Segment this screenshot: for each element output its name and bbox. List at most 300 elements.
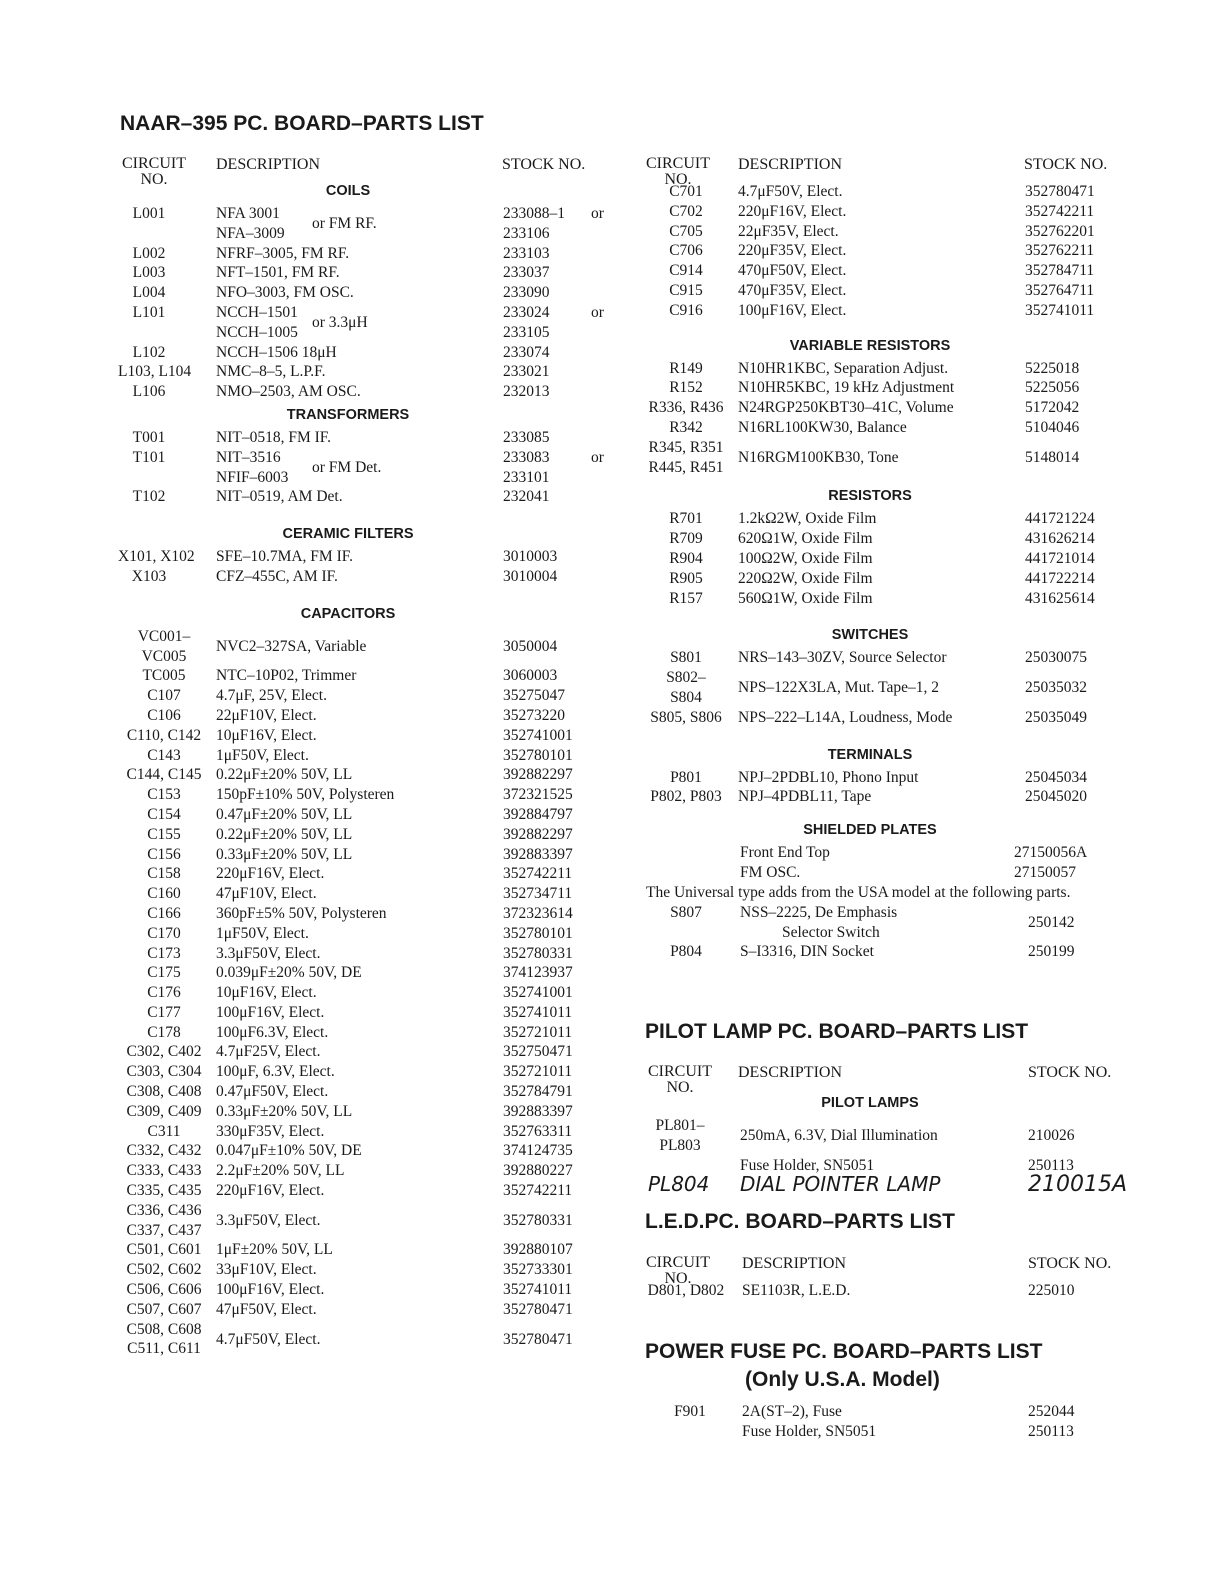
table-row — [640, 202, 1160, 222]
pilot-circuit-header: CIRCUIT NO. — [648, 1063, 712, 1096]
circuit-no: L002 — [132, 244, 166, 262]
description: 0.22μF±20% 50V, LL — [216, 825, 353, 843]
circuit-no: R345, R351 R445, R451 — [648, 438, 724, 476]
stock-no: 352750471 — [503, 1043, 573, 1061]
description: NMC–8–5, L.P.F. — [216, 363, 326, 381]
table-row — [640, 359, 1160, 379]
circuit-no: C106 — [147, 706, 181, 724]
description: SE1103R, L.E.D. — [742, 1282, 851, 1299]
left-column — [118, 156, 618, 1359]
section-coils: COILS — [325, 183, 371, 199]
circuit-no: VC001– VC005 — [137, 627, 191, 665]
table-row — [118, 204, 618, 244]
description: 3.3μF50V, Elect. — [216, 1211, 321, 1229]
table-row — [640, 1116, 1160, 1156]
table-row — [118, 944, 618, 964]
description: 0.33μF±20% 50V, LL — [216, 845, 353, 863]
table-row — [118, 362, 618, 382]
stock-no: 352780471 — [503, 1300, 573, 1318]
table-row — [640, 863, 1160, 883]
stock-no: 250199 — [1028, 943, 1075, 961]
fuse-title: POWER FUSE PC. BOARD–PARTS LIST — [645, 1340, 1043, 1363]
circuit-no: X103 — [131, 567, 167, 585]
circuit-no: R701 — [669, 510, 703, 528]
stock-no: 233103 — [503, 244, 550, 262]
table-row — [640, 648, 1160, 668]
table-row — [640, 903, 1160, 943]
stock-no: 352780101 — [503, 746, 573, 764]
stock-no: 392883397 — [503, 1102, 573, 1120]
circuit-no: C154 — [147, 805, 181, 823]
stock-no: 352762211 — [1025, 242, 1095, 260]
led-header — [640, 1254, 1160, 1287]
table-row — [118, 963, 618, 983]
circuit-no: S805, S806 — [650, 708, 722, 726]
table-row — [640, 182, 1160, 202]
circuit-no: C915 — [669, 281, 703, 299]
table-row — [118, 1181, 618, 1201]
table-row — [118, 1023, 618, 1043]
table-row — [118, 1240, 618, 1260]
description: NMO–2503, AM OSC. — [216, 383, 361, 401]
table-row — [118, 884, 618, 904]
table-row — [640, 509, 1160, 529]
description: NSS–2225, De Emphasis Selector Switch — [740, 903, 898, 941]
description: NVC2–327SA, Variable — [216, 637, 367, 655]
section-terminals: TERMINALS — [827, 746, 913, 763]
description: 3.3μF50V, Elect. — [216, 944, 321, 962]
description-header-right: DESCRIPTION — [738, 156, 843, 173]
stock-no: 25045020 — [1025, 788, 1087, 806]
circuit-no: C302, C402 — [126, 1043, 202, 1061]
handwritten-circuit: PL804 — [648, 1172, 710, 1197]
circuit-no: T102 — [132, 488, 166, 506]
description: 1μF±20% 50V, LL — [216, 1241, 333, 1259]
description: 100μF6.3V, Elect. — [216, 1023, 329, 1041]
stock-no: 441722214 — [1025, 569, 1095, 587]
description: 4.7μF, 25V, Elect. — [216, 687, 327, 705]
stock-no: 35275047 — [503, 687, 565, 705]
table-row — [118, 1062, 618, 1082]
stock-no: 392884797 — [503, 805, 573, 823]
stock-no: 233083 233101 — [503, 448, 550, 486]
circuit-no: C158 — [147, 865, 181, 883]
circuit-no: R905 — [669, 569, 703, 587]
pilot-stock-header: STOCK NO. — [1028, 1064, 1112, 1081]
description: 100μF, 6.3V, Elect. — [216, 1063, 335, 1081]
table-row — [640, 549, 1160, 569]
description: 100μF16V, Elect. — [216, 1003, 325, 1021]
circuit-no: PL801– PL803 — [655, 1117, 705, 1154]
stock-no: 233024 233105 — [503, 303, 550, 341]
table-row — [118, 983, 618, 1003]
stock-no: 392883397 — [503, 845, 573, 863]
table-row — [640, 589, 1160, 609]
table-row — [640, 529, 1160, 549]
stock-no: 25045034 — [1025, 768, 1087, 786]
description: 0.47μF±20% 50V, LL — [216, 805, 353, 823]
table-row — [118, 686, 618, 706]
table-row — [118, 1042, 618, 1062]
stock-no: 431625614 — [1025, 589, 1095, 607]
table-row — [118, 1082, 618, 1102]
stock-no: 441721014 — [1025, 549, 1095, 567]
circuit-no: C110, C142 — [126, 726, 202, 744]
circuit-no: D801, D802 — [647, 1282, 725, 1299]
circuit-no: T001 — [132, 428, 166, 446]
table-row — [640, 241, 1160, 261]
pilot-title: PILOT LAMP PC. BOARD–PARTS LIST — [645, 1020, 1029, 1043]
table-row — [118, 1161, 618, 1181]
stock-no: 27150056A — [1014, 844, 1088, 862]
stock-no: 233088–1 233106 — [503, 205, 565, 242]
description: 4.7μF25V, Elect. — [216, 1043, 321, 1061]
stock-no: 392882297 — [503, 766, 573, 784]
circuit-no: S807 — [670, 903, 702, 921]
description: NTC–10P02, Trimmer — [216, 667, 357, 685]
description: NPS–222–L14A, Loudness, Mode — [738, 708, 953, 726]
description: NCCH–1506 18μH — [216, 343, 337, 361]
stock-no: 225010 — [1028, 1282, 1075, 1299]
handwritten-stock: 210015A — [1028, 1172, 1128, 1198]
table-row — [640, 261, 1160, 281]
stock-no: 232013 — [503, 383, 550, 401]
circuit-no: R709 — [669, 530, 703, 548]
table-row — [118, 825, 618, 845]
description: Fuse Holder, SN5051 — [742, 1422, 877, 1440]
description: N16RL100KW30, Balance — [738, 418, 907, 436]
section-switches: SWITCHES — [831, 627, 909, 644]
circuit-no: C702 — [669, 202, 703, 220]
circuit-no: C506, C606 — [126, 1281, 202, 1299]
circuit-no: C507, C607 — [126, 1300, 202, 1318]
description: 1μF50V, Elect. — [216, 924, 309, 942]
led-circuit-header: CIRCUIT NO. — [646, 1254, 710, 1287]
right-column — [640, 156, 1160, 962]
circuit-no: C705 — [669, 222, 703, 240]
main-title: NAAR–395 PC. BOARD–PARTS LIST — [120, 112, 484, 135]
table-row — [640, 301, 1160, 321]
or-label: or — [591, 205, 604, 222]
section-pilot-lamps: PILOT LAMPS — [821, 1095, 919, 1111]
description: S–I3316, DIN Socket — [740, 943, 874, 961]
table-row — [118, 746, 618, 766]
table-row — [118, 627, 618, 667]
description: 0.039μF±20% 50V, DE — [216, 964, 362, 982]
stock-no: 5225018 — [1025, 359, 1080, 377]
stock-no: 233090 — [503, 284, 550, 302]
description: 2A(ST–2), Fuse — [742, 1403, 842, 1420]
stock-no: 352734711 — [503, 885, 573, 903]
circuit-no: R904 — [669, 549, 703, 567]
led-stock-header: STOCK NO. — [1028, 1255, 1112, 1272]
stock-no: 352741001 — [503, 726, 573, 744]
table-row — [640, 1281, 1160, 1301]
description: 33μF10V, Elect. — [216, 1261, 317, 1279]
stock-no: 352721011 — [503, 1063, 573, 1081]
stock-no: 352742211 — [503, 1182, 573, 1200]
table-row — [118, 1280, 618, 1300]
description-suffix: or FM Det. — [312, 458, 382, 476]
circuit-no: S801 — [670, 649, 702, 667]
description: NFRF–3005, FM RF. — [216, 244, 350, 262]
stock-no: 35273220 — [503, 706, 565, 724]
description: NFO–3003, FM OSC. — [216, 284, 354, 302]
description: 100μF16V, Elect. — [216, 1281, 325, 1299]
stock-no: 250113 — [1028, 1422, 1074, 1440]
table-row — [118, 487, 618, 507]
circuit-no: C178 — [147, 1023, 181, 1041]
circuit-no: C166 — [147, 904, 181, 922]
table-row — [118, 845, 618, 865]
description-suffix: or FM RF. — [312, 215, 377, 232]
stock-no: 210026 — [1028, 1127, 1075, 1144]
circuit-no: T101 — [132, 448, 166, 466]
circuit-no: S802– S804 — [666, 669, 706, 706]
circuit-no: C706 — [669, 242, 703, 260]
table-row — [118, 1201, 618, 1241]
stock-no: 233037 — [503, 264, 550, 282]
handwritten-description: DIAL POINTER LAMP — [740, 1172, 941, 1197]
circuit-no: X101, X102 — [118, 548, 195, 566]
stock-no: 250113 — [1028, 1156, 1074, 1174]
description-suffix: or 3.3μH — [312, 313, 368, 331]
circuit-no: L003 — [132, 264, 166, 282]
stock-no: 352741001 — [503, 984, 573, 1002]
circuit-no: C143 — [147, 746, 181, 764]
stock-no: 5225056 — [1025, 379, 1080, 397]
circuit-no: L103, L104 — [118, 363, 192, 381]
circuit-no: C501, C601 — [126, 1241, 202, 1259]
table-row — [640, 222, 1160, 242]
section-capacitors: CAPACITORS — [300, 605, 396, 622]
table-row — [118, 864, 618, 884]
table-row — [118, 547, 618, 567]
description: N10HR1KBC, Separation Adjust. — [738, 359, 949, 377]
circuit-no: C311 — [147, 1122, 181, 1140]
table-row — [118, 765, 618, 785]
circuit-no: C336, C436 C337, C437 — [126, 1201, 202, 1239]
stock-no: 27150057 — [1014, 863, 1076, 881]
stock-no: 352764711 — [1025, 281, 1095, 299]
description: NFT–1501, FM RF. — [216, 264, 340, 282]
description: NFA 3001 NFA–3009 — [216, 205, 285, 242]
stock-no: 352780101 — [503, 924, 573, 942]
description: Fuse Holder, SN5051 — [740, 1156, 875, 1174]
fuse-subtitle: (Only U.S.A. Model) — [745, 1368, 940, 1391]
section-resistors: RESISTORS — [828, 488, 912, 505]
pilot-header — [640, 1063, 1160, 1096]
stock-no: 372323614 — [503, 904, 573, 922]
table-row — [640, 942, 1160, 962]
description: 330μF35V, Elect. — [216, 1122, 325, 1140]
description: 220Ω2W, Oxide Film — [738, 569, 873, 587]
circuit-no: R149 — [669, 359, 703, 377]
description: 470μF35V, Elect. — [738, 281, 847, 299]
circuit-no: C173 — [147, 944, 181, 962]
stock-no: 374124735 — [503, 1142, 573, 1160]
fuse-table — [640, 1402, 1160, 1442]
stock-no: 352733301 — [503, 1261, 573, 1279]
circuit-no: L106 — [132, 383, 166, 401]
circuit-no: C156 — [147, 845, 181, 863]
circuit-no: F901 — [674, 1403, 706, 1420]
table-row — [640, 1402, 1160, 1422]
table-row — [640, 438, 1160, 478]
handwritten-row — [640, 1172, 1160, 1201]
table-row — [118, 1320, 618, 1360]
circuit-no: P801 — [670, 768, 702, 786]
description: FM OSC. — [740, 863, 801, 881]
table-row — [118, 343, 618, 363]
circuit-no: C335, C435 — [126, 1182, 202, 1200]
table-row — [118, 785, 618, 805]
circuit-no: R336, R436 — [648, 399, 724, 417]
stock-no: 233074 — [503, 343, 550, 361]
circuit-no: P802, P803 — [650, 788, 722, 806]
stock-no: 25035032 — [1025, 679, 1087, 697]
stock-no: 5104046 — [1025, 418, 1080, 436]
circuit-no: L001 — [132, 205, 166, 222]
circuit-no: R157 — [669, 589, 703, 607]
stock-no: 352784711 — [1025, 262, 1095, 280]
description: 1μF50V, Elect. — [216, 746, 309, 764]
description: NPS–122X3LA, Mut. Tape–1, 2 — [738, 679, 939, 697]
description: 220μF16V, Elect. — [216, 865, 325, 883]
description: 10μF16V, Elect. — [216, 984, 317, 1002]
stock-no: 352763311 — [503, 1122, 573, 1140]
circuit-no: C333, C433 — [126, 1162, 202, 1180]
circuit-no: L004 — [132, 284, 166, 302]
stock-no: 392880227 — [503, 1162, 573, 1180]
table-row — [118, 567, 618, 587]
description: 10μF16V, Elect. — [216, 726, 317, 744]
stock-no: 352780471 — [503, 1330, 573, 1348]
description: 560Ω1W, Oxide Film — [738, 589, 873, 607]
section-variable-resistors: VARIABLE RESISTORS — [789, 337, 951, 354]
table-row — [118, 244, 618, 264]
stock-no: 352742211 — [1025, 202, 1095, 220]
table-row — [118, 303, 618, 343]
circuit-no: C916 — [669, 301, 703, 319]
table-row — [118, 924, 618, 944]
description: NRS–143–30ZV, Source Selector — [738, 649, 947, 667]
table-row — [118, 382, 618, 402]
description: 100μF16V, Elect. — [738, 301, 847, 319]
description-header: DESCRIPTION — [216, 156, 321, 173]
stock-no: 441721224 — [1025, 510, 1095, 528]
led-desc-header: DESCRIPTION — [742, 1255, 847, 1272]
description: 470μF50V, Elect. — [738, 262, 847, 280]
stock-no: 352741011 — [1025, 301, 1095, 319]
description-cont: Selector Switch — [782, 923, 880, 941]
description: 4.7μF50V, Elect. — [216, 1330, 321, 1348]
section-transformers: TRANSFORMERS — [286, 406, 410, 423]
stock-no: 352742211 — [503, 865, 573, 883]
description: 220μF16V, Elect. — [738, 202, 847, 220]
table-row — [640, 378, 1160, 398]
stock-no: 352784791 — [503, 1083, 573, 1101]
table-row — [640, 569, 1160, 589]
section-ceramic-filters: CERAMIC FILTERS — [282, 526, 414, 543]
table-row — [118, 904, 618, 924]
table-row — [118, 1102, 618, 1122]
circuit-no: C175 — [147, 964, 181, 982]
table-row — [118, 263, 618, 283]
stock-no: 372321525 — [503, 786, 573, 804]
circuit-no: C144, C145 — [126, 766, 202, 784]
led-title: L.E.D.PC. BOARD–PARTS LIST — [645, 1210, 955, 1233]
table-row — [640, 843, 1160, 863]
universal-note: The Universal type adds from the USA model at the following parts. — [646, 883, 1071, 901]
circuit-no: R342 — [669, 418, 703, 436]
description: 0.33μF±20% 50V, LL — [216, 1102, 353, 1120]
stock-no: 352721011 — [503, 1023, 573, 1041]
circuit-no: C107 — [147, 687, 181, 705]
description: 2.2μF±20% 50V, LL — [216, 1162, 345, 1180]
circuit-no: C303, C304 — [126, 1063, 202, 1081]
stock-no: 3010003 — [503, 548, 558, 566]
description: 100Ω2W, Oxide Film — [738, 549, 873, 567]
table-row — [118, 805, 618, 825]
description: 0.047μF±10% 50V, DE — [216, 1142, 362, 1160]
table-row — [118, 1003, 618, 1023]
description: 47μF10V, Elect. — [216, 885, 317, 903]
circuit-no: TC005 — [142, 667, 186, 685]
circuit-no: C508, C608 C511, C611 — [126, 1320, 202, 1358]
table-row — [118, 448, 618, 488]
circuit-no: C914 — [669, 262, 703, 280]
circuit-no: C502, C602 — [126, 1261, 202, 1279]
stock-no: 352741011 — [503, 1003, 573, 1021]
table-row — [118, 1141, 618, 1161]
description: NPJ–2PDBL10, Phono Input — [738, 768, 919, 786]
stock-no: 352780471 — [1025, 183, 1095, 200]
description: N16RGM100KB30, Tone — [738, 448, 899, 466]
or-label: or — [591, 448, 604, 466]
table-row — [640, 418, 1160, 438]
circuit-no: C701 — [669, 183, 703, 200]
stock-no: 431626214 — [1025, 530, 1095, 548]
description: 250mA, 6.3V, Dial Illumination — [740, 1127, 938, 1144]
stock-no: 252044 — [1028, 1403, 1075, 1420]
led-table — [640, 1255, 1160, 1301]
pilot-desc-header: DESCRIPTION — [738, 1064, 843, 1081]
stock-no: 25030075 — [1025, 649, 1087, 667]
circuit-no: C177 — [147, 1003, 181, 1021]
description: NCCH–1501 NCCH–1005 — [216, 303, 298, 341]
description: 1.2kΩ2W, Oxide Film — [738, 510, 877, 528]
circuit-no-header: CIRCUIT NO. — [122, 155, 186, 188]
circuit-no: C170 — [147, 924, 181, 942]
circuit-no-header-right: CIRCUIT NO. — [646, 155, 710, 188]
stock-no-header-right: STOCK NO. — [1024, 156, 1108, 173]
circuit-no: C153 — [147, 786, 181, 804]
description: 47μF50V, Elect. — [216, 1300, 317, 1318]
description: NIT–0518, FM IF. — [216, 428, 332, 446]
stock-no: 3010004 — [503, 567, 558, 585]
table-row — [640, 787, 1160, 807]
stock-no: 233021 — [503, 363, 550, 381]
table-row — [118, 706, 618, 726]
stock-no: 250142 — [1028, 913, 1075, 931]
description: 220μF16V, Elect. — [216, 1182, 325, 1200]
stock-no: 25035049 — [1025, 708, 1087, 726]
stock-no: 352780331 — [503, 944, 573, 962]
table-row — [640, 668, 1160, 708]
circuit-no: C308, C408 — [126, 1083, 202, 1101]
stock-no: 352741011 — [503, 1281, 573, 1299]
